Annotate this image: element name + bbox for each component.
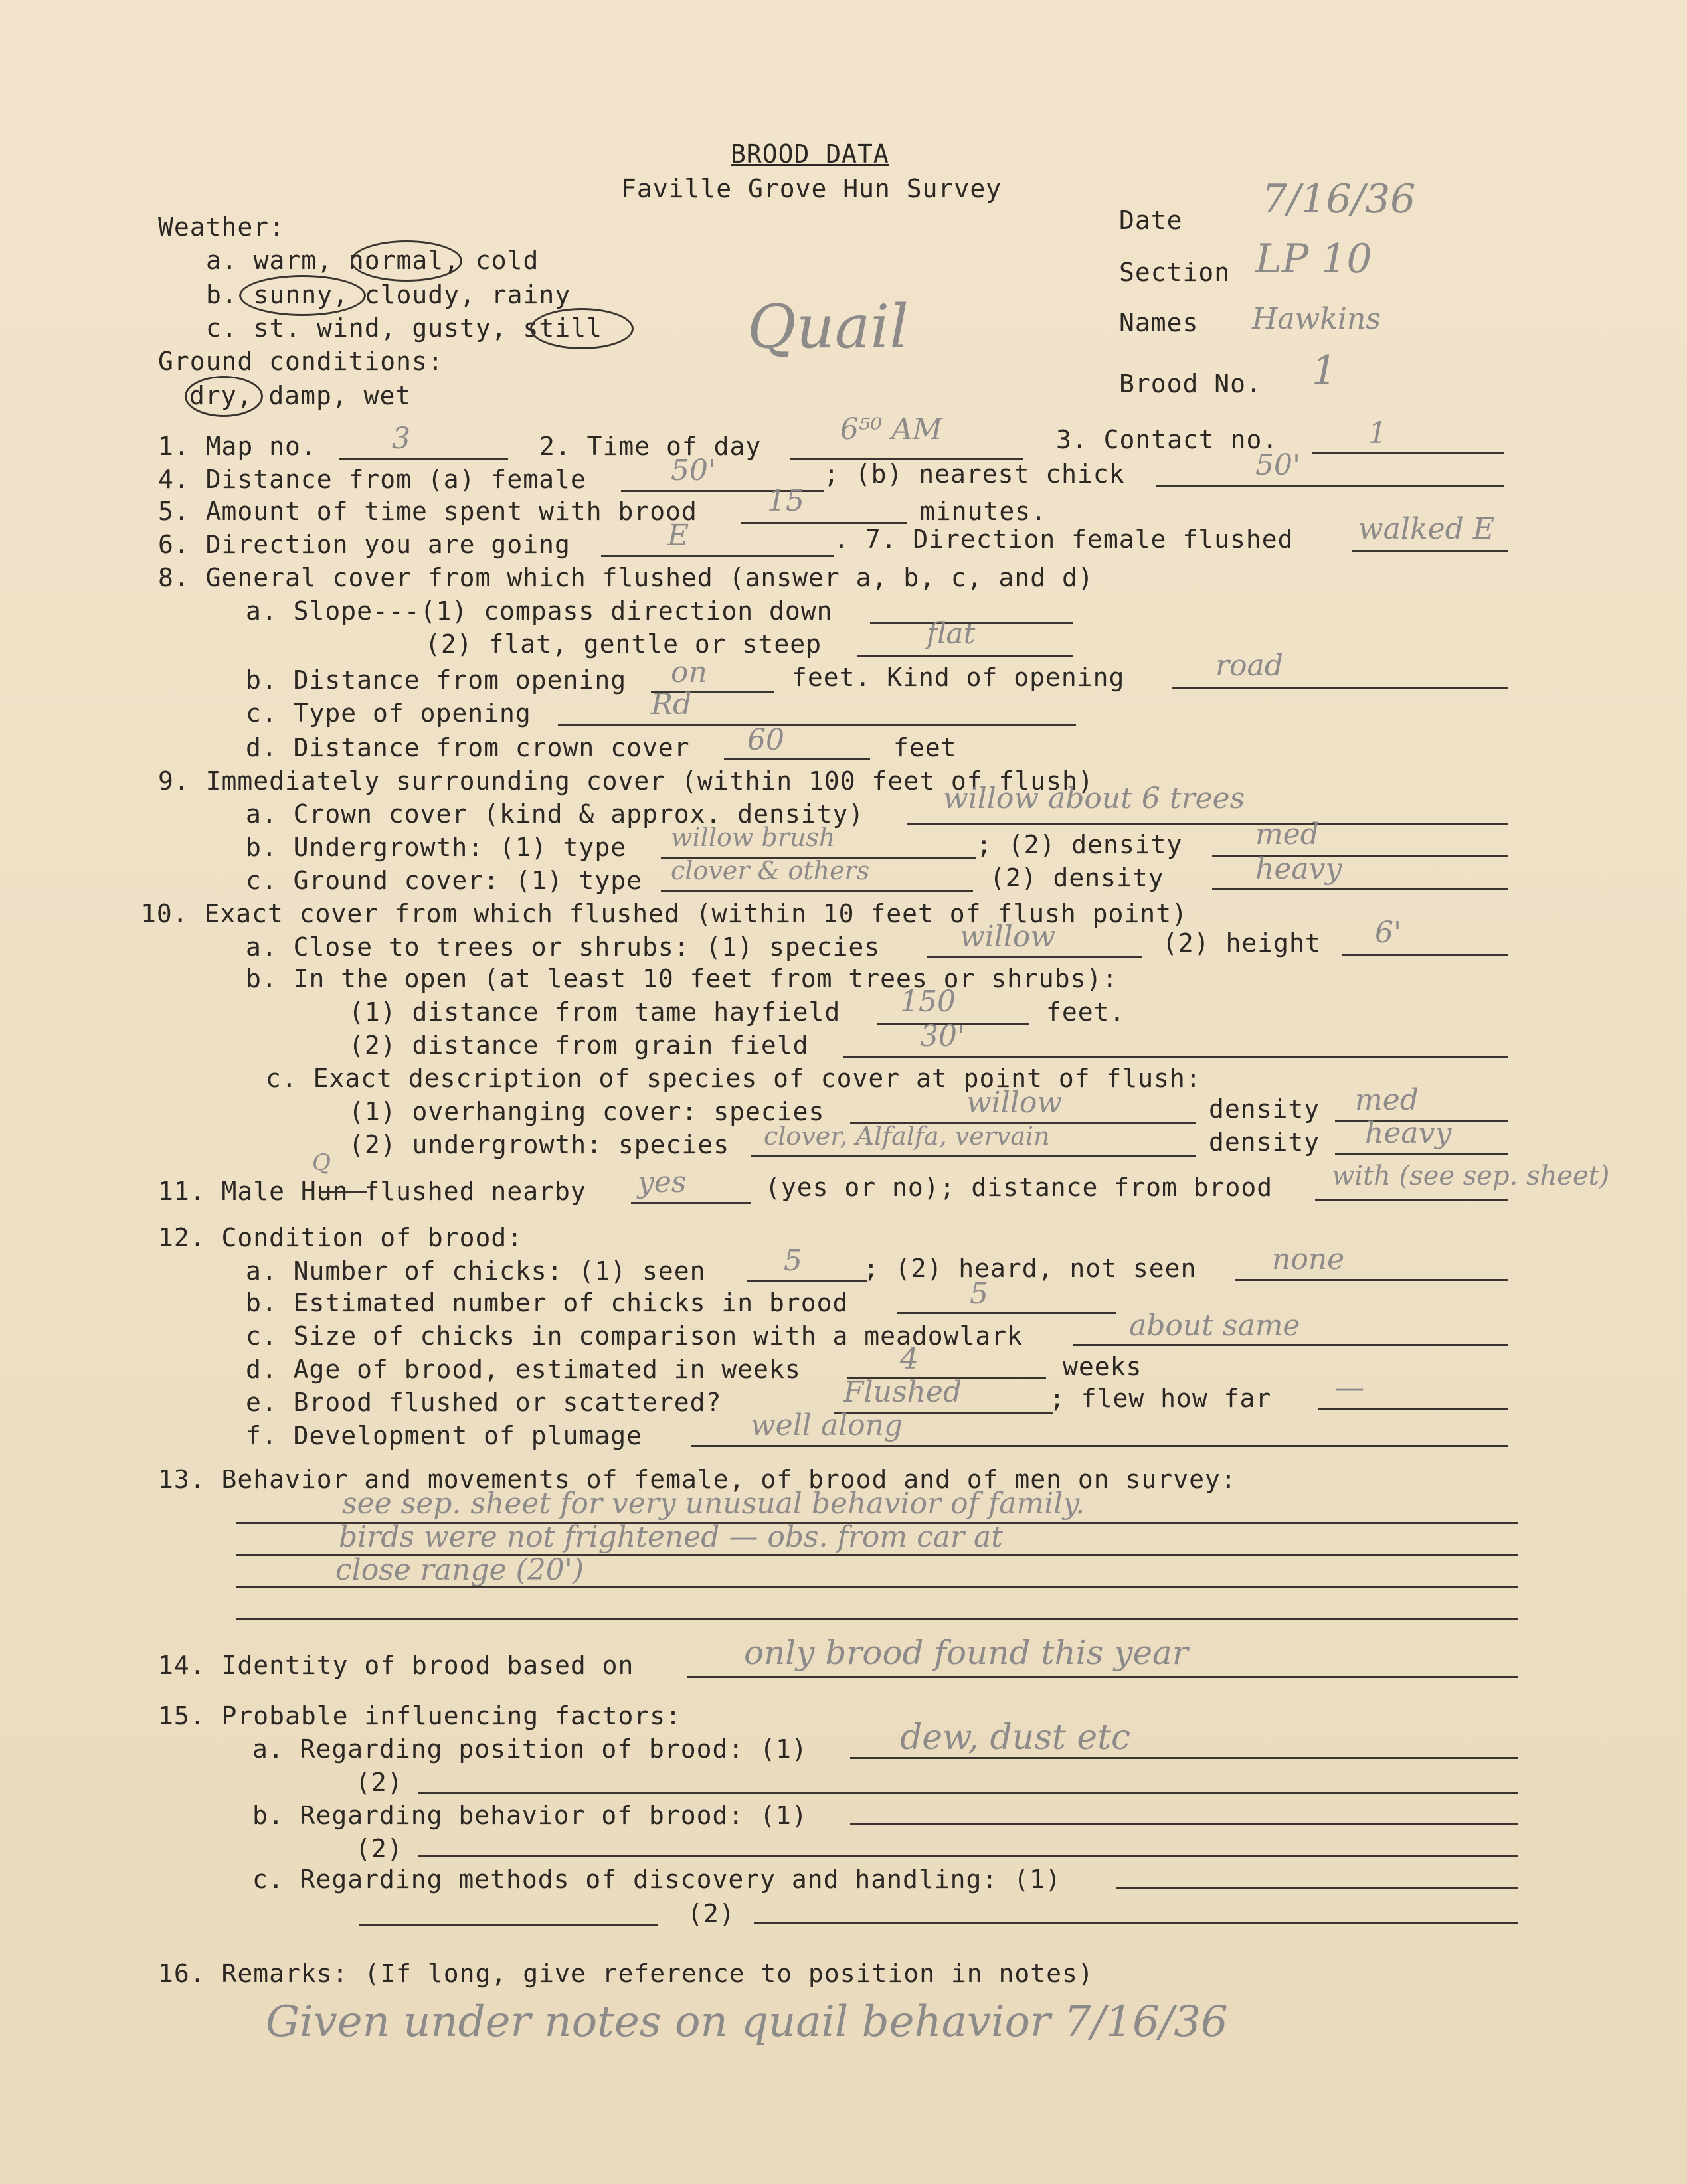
q12e-value: Flushed — [843, 1375, 962, 1409]
q15c2-line-left — [359, 1924, 658, 1926]
q12-label: 12. Condition of brood: — [158, 1223, 523, 1252]
q5-label: 5. Amount of time spent with brood — [158, 497, 697, 526]
q11-line — [631, 1202, 751, 1204]
q15b2-line — [418, 1855, 1518, 1857]
q8a2-label: (2) flat, gentle or steep — [425, 630, 822, 659]
q8b-kind-value: road — [1215, 649, 1283, 683]
species-annotation: Quail — [747, 292, 909, 362]
q9c-density-label: (2) density — [990, 863, 1164, 892]
q2-label: 2. Time of day — [539, 432, 762, 461]
q10a-value: willow — [960, 920, 1056, 954]
q10a-height-line — [1342, 954, 1508, 956]
q11-value: yes — [638, 1165, 687, 1199]
q8c-value: Rd — [651, 687, 692, 721]
q9b-label: b. Undergrowth: (1) type — [246, 833, 627, 862]
q15a-label: a. Regarding position of brood: (1) — [252, 1734, 808, 1764]
section-label: Section — [1119, 258, 1231, 287]
weather-sky: b. sunny, cloudy, rainy — [206, 280, 571, 309]
q16-label: 16. Remarks: (If long, give reference to position in notes) — [158, 1959, 1094, 1988]
q8d-label: d. Distance from crown cover — [246, 733, 690, 762]
q5-suffix: minutes. — [920, 497, 1047, 526]
q16-value: Given under notes on quail behavior 7/16/36 — [266, 1997, 1228, 2047]
q12a-heard-label: ; (2) heard, not seen — [863, 1254, 1197, 1283]
form-subtitle: Faville Grove Hun Survey — [621, 174, 1002, 203]
q9-label: 9. Immediately surrounding cover (within 100 feet of flush) — [158, 766, 1094, 796]
ground-options: dry, damp, wet — [189, 381, 412, 410]
q15c2-line-right — [754, 1922, 1518, 1924]
q12d-label: d. Age of brood, estimated in weeks — [246, 1355, 801, 1384]
date-label: Date — [1119, 206, 1183, 235]
q9a-line — [907, 823, 1508, 825]
q12e-far-label: ; flew how far — [1049, 1384, 1272, 1413]
q12b-label: b. Estimated number of chicks in brood — [246, 1288, 849, 1317]
q1-line — [339, 458, 508, 460]
q8a2-line — [857, 655, 1073, 657]
q10b1-label: (1) distance from tame hayfield — [349, 997, 841, 1027]
q11-strike — [319, 1191, 367, 1193]
q10b2-label: (2) distance from grain field — [349, 1031, 809, 1060]
q10b1-suffix: feet. — [1046, 997, 1126, 1027]
q12a-line — [747, 1280, 867, 1282]
q9b-value: willow brush — [671, 823, 836, 852]
q8a2-value: flat — [927, 617, 976, 651]
q13-rule-4 — [236, 1618, 1518, 1620]
q10a-label: a. Close to trees or shrubs: (1) species — [246, 932, 881, 962]
form-title: BROOD DATA — [731, 139, 889, 169]
q12a-heard-line — [1235, 1279, 1508, 1281]
q10c-label: c. Exact description of species of cover at point of flush: — [266, 1064, 1201, 1093]
q13-label: 13. Behavior and movements of female, of brood and of men on survey: — [158, 1465, 1237, 1494]
q15a-value: dew, dust etc — [900, 1718, 1131, 1758]
q8c-label: c. Type of opening — [246, 699, 531, 728]
q6-line — [601, 555, 834, 557]
q10a-height-value: 6' — [1375, 916, 1402, 950]
q15b2-label: (2) — [355, 1834, 403, 1863]
q5-line — [741, 522, 907, 524]
q8b-kind-line — [1172, 687, 1508, 689]
q8b-mid: feet. Kind of opening — [792, 663, 1125, 692]
q3-line — [1312, 452, 1504, 454]
q9c-line — [661, 890, 973, 892]
still-circle — [530, 308, 634, 349]
q12c-value: about same — [1129, 1309, 1300, 1343]
q10c2-line — [751, 1155, 1196, 1157]
q3-contact-value: 1 — [1368, 416, 1387, 450]
q9b-density-label: ; (2) density — [976, 830, 1183, 859]
q7-line — [1352, 550, 1508, 552]
q6-value: E — [667, 519, 689, 552]
section-value: LP 10 — [1255, 236, 1372, 282]
brood-no-value: 1 — [1312, 347, 1338, 394]
q11-distance-line — [1315, 1199, 1508, 1201]
q5-value: 15 — [767, 484, 804, 518]
q12f-line — [691, 1445, 1508, 1447]
q12f-label: f. Development of plumage — [246, 1421, 642, 1450]
q8d-line — [724, 758, 870, 760]
q9a-value: willow about 6 trees — [943, 782, 1245, 815]
q10c2-density-value: heavy — [1365, 1116, 1452, 1150]
q12e-far-value: — — [1335, 1371, 1364, 1405]
q9c-value: clover & others — [671, 856, 870, 885]
q10c2-label: (2) undergrowth: species — [349, 1130, 730, 1159]
q4-chick-label: ; (b) nearest chick — [824, 460, 1125, 489]
q13-line-2: birds were not frightened — obs. from car at — [339, 1520, 1003, 1554]
q10c2-density-label: density — [1209, 1128, 1320, 1157]
q14-label: 14. Identity of brood based on — [158, 1651, 634, 1680]
q2-time-value: 6⁵⁰ AM — [840, 412, 943, 446]
dry-circle — [185, 376, 263, 417]
q15c-line — [1116, 1887, 1518, 1889]
q10c1-density-label: density — [1209, 1094, 1320, 1124]
q7-label: . 7. Direction female flushed — [834, 525, 1294, 554]
q4-female-value: 50' — [671, 454, 717, 487]
q1-label: 1. Map no. — [158, 432, 317, 461]
weather-label: Weather: — [158, 212, 286, 242]
names-value: Hawkins — [1252, 302, 1381, 336]
q13-rule-3 — [236, 1586, 1518, 1588]
q12c-line — [1073, 1344, 1508, 1346]
q15-label: 15. Probable influencing factors: — [158, 1701, 681, 1730]
q10b2-line — [843, 1056, 1508, 1058]
q10c1-value: willow — [966, 1086, 1063, 1120]
q4-chick-value: 50' — [1255, 448, 1301, 482]
q10b2-value: 30' — [920, 1019, 966, 1053]
q14-value: only brood found this year — [744, 1634, 1188, 1672]
q10a-height-label: (2) height — [1162, 928, 1321, 958]
q14-line — [687, 1676, 1518, 1678]
q8c-line — [558, 724, 1076, 726]
q12a-value: 5 — [784, 1244, 802, 1278]
q15b-line — [850, 1823, 1518, 1825]
q11-label: 11. Male Hun flushed nearby — [158, 1177, 586, 1206]
brood-no-label: Brood No. — [1119, 369, 1262, 398]
q8d-suffix: feet — [893, 733, 957, 762]
q10c1-label: (1) overhanging cover: species — [349, 1097, 825, 1126]
q4-label: 4. Distance from (a) female — [158, 465, 586, 494]
q9b-density-value: med — [1255, 817, 1319, 851]
weather-temp: a. warm, normal, cold — [206, 246, 539, 275]
q3-label: 3. Contact no. — [1056, 425, 1279, 454]
q10c2-value: clover, Alfalfa, vervain — [764, 1122, 1050, 1151]
q4-chick-line — [1156, 485, 1504, 487]
q12e-far-line — [1318, 1408, 1508, 1410]
q15c-label: c. Regarding methods of discovery and handling: (1) — [252, 1865, 1061, 1894]
q12f-value: well along — [751, 1408, 903, 1442]
q12c-label: c. Size of chicks in comparison with a meadowlark — [246, 1321, 1023, 1351]
q9a-label: a. Crown cover (kind & approx. density) — [246, 799, 865, 829]
q15a2-label: (2) — [355, 1768, 403, 1797]
date-value: 7/16/36 — [1262, 176, 1416, 222]
q12d-suffix: weeks — [1063, 1352, 1142, 1381]
q8-label: 8. General cover from which flushed (answer a, b, c, and d) — [158, 563, 1094, 592]
q6-label: 6. Direction you are going — [158, 530, 571, 559]
q11-mid: (yes or no); distance from brood — [765, 1173, 1273, 1202]
q12b-line — [897, 1312, 1116, 1314]
q12e-label: e. Brood flushed or scattered? — [246, 1388, 722, 1417]
q10c1-density-value: med — [1355, 1083, 1419, 1117]
q9c-density-line — [1212, 888, 1508, 890]
q15c2-label: (2) — [687, 1899, 735, 1928]
q10b-label: b. In the open (at least 10 feet from trees or shrubs): — [246, 964, 1118, 993]
q9c-density-value: heavy — [1255, 852, 1342, 886]
q12a-heard-value: none — [1272, 1242, 1345, 1276]
normal-circle — [351, 240, 462, 282]
q15a-line — [850, 1757, 1518, 1759]
q15b-label: b. Regarding behavior of brood: (1) — [252, 1801, 808, 1830]
q8a1-label: a. Slope---(1) compass direction down — [246, 596, 833, 626]
q12a-label: a. Number of chicks: (1) seen — [246, 1256, 706, 1286]
q10a-line — [927, 956, 1142, 958]
names-label: Names — [1119, 308, 1199, 337]
q10b1-value: 150 — [900, 985, 956, 1019]
q8b-label: b. Distance from opening — [246, 665, 627, 695]
q12d-value: 4 — [900, 1342, 919, 1376]
q8d-value: 60 — [747, 723, 784, 757]
q1-map-value: 3 — [392, 422, 410, 456]
ground-label: Ground conditions: — [158, 347, 444, 376]
q13-line-3: close range (20') — [335, 1553, 584, 1587]
q15a2-line — [418, 1792, 1518, 1794]
sunny-circle — [239, 275, 366, 316]
q7-value: walked E — [1358, 512, 1494, 546]
q10-label: 10. Exact cover from which flushed (within 10 feet of flush point) — [141, 899, 1188, 928]
q12b-value: 5 — [970, 1277, 988, 1311]
q8b-value: on — [671, 655, 707, 689]
q9c-label: c. Ground cover: (1) type — [246, 866, 642, 895]
q11-correction: Q — [312, 1149, 331, 1176]
q13-line-1: see sep. sheet for very unusual behavior of family. — [342, 1487, 1085, 1521]
q10c2-density-line — [1335, 1153, 1508, 1155]
weather-wind: c. st. wind, gusty, still — [206, 313, 602, 343]
q11-distance-value: with (see sep. sheet) — [1332, 1161, 1610, 1191]
